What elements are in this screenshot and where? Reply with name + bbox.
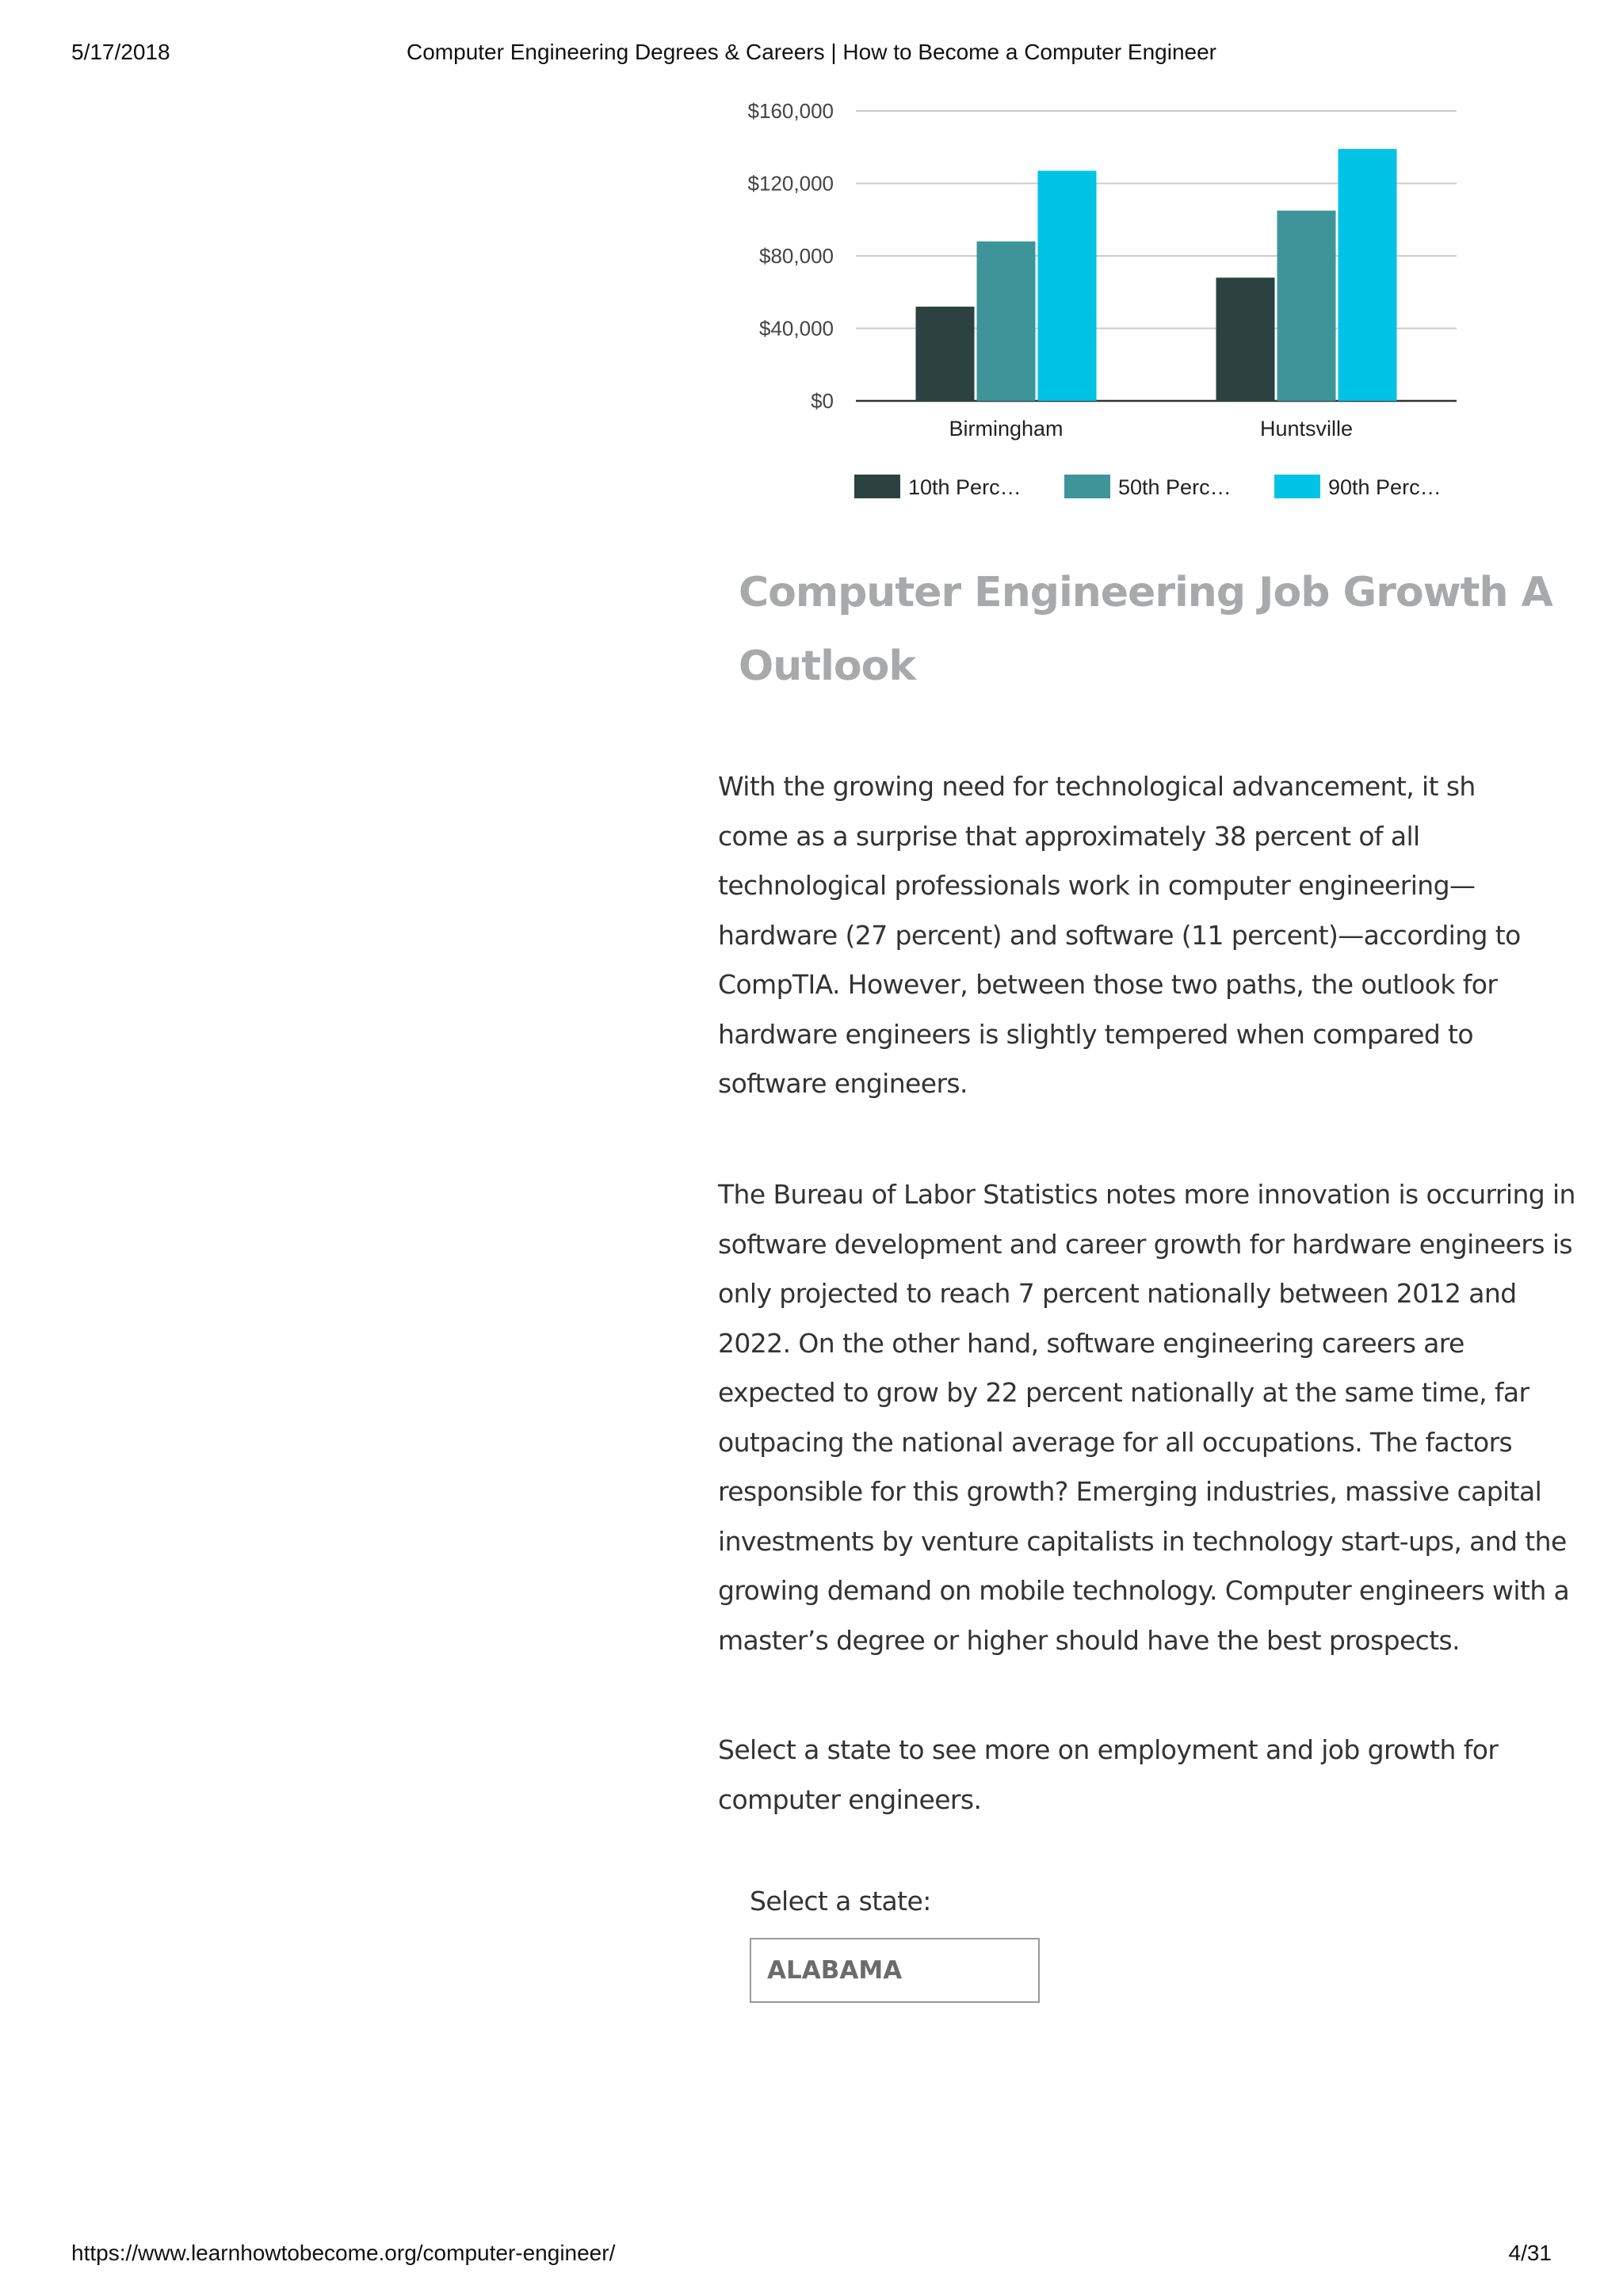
y-tick-label: $80,000 xyxy=(759,244,834,268)
chart-bars xyxy=(916,149,1397,401)
state-select-label: Select a state: xyxy=(750,1886,931,1917)
y-tick-label: $120,000 xyxy=(747,171,834,196)
x-tick-label: Huntsville xyxy=(1259,417,1354,441)
paragraph-line: Select a state to see more on employment and job growth for xyxy=(718,1734,1499,1765)
paragraph-line: CompTIA. However, between those two paths, the outlook for xyxy=(718,969,1498,1000)
bar xyxy=(1038,170,1097,401)
paragraph-line: responsible for this growth? Emerging industries, massive capital xyxy=(718,1476,1542,1507)
state-select[interactable] xyxy=(750,1938,1040,2003)
legend-swatch xyxy=(854,475,900,498)
x-tick-label: Birmingham xyxy=(949,417,1064,441)
paragraph-line: investments by venture capitalists in technology start-ups, and the xyxy=(718,1525,1567,1557)
bar xyxy=(1338,149,1397,401)
section-heading xyxy=(739,556,1552,704)
chart-x-ticks xyxy=(949,417,1353,441)
bar xyxy=(977,242,1036,401)
paragraph-line: The Bureau of Labor Statistics notes more innovation is occurring in xyxy=(718,1179,1575,1210)
paragraph-line: outpacing the national average for all occupations. The factors xyxy=(718,1426,1513,1458)
bar xyxy=(1216,277,1275,401)
bar xyxy=(1277,211,1336,401)
state-select-value: ALABAMA xyxy=(767,1956,903,1985)
paragraph-line: only projected to reach 7 percent nationally between 2012 and xyxy=(718,1278,1517,1309)
paragraph-line: 2022. On the other hand, software engineering careers are xyxy=(718,1327,1465,1359)
legend-label: 10th Perc… xyxy=(908,475,1022,499)
paragraph-line: expected to grow by 22 percent nationally at the same time, far xyxy=(718,1377,1529,1408)
legend-label: 90th Perc… xyxy=(1328,475,1442,499)
legend-swatch xyxy=(1064,475,1110,498)
section-heading-line: Computer Engineering Job Growth A xyxy=(739,569,1552,616)
salary-percentile-chart xyxy=(697,87,1490,531)
paragraph-line: software development and career growth for hardware engineers is xyxy=(718,1228,1572,1260)
print-page-number: 4/31 xyxy=(1508,2241,1552,2265)
paragraph-line: hardware (27 percent) and software (11 percent)—according to xyxy=(718,919,1521,951)
paragraph-line: computer engineers. xyxy=(718,1783,982,1815)
print-page-title: Computer Engineering Degrees & Careers | How to Become a Computer Engineer xyxy=(407,40,1216,64)
paragraph-line: software engineers. xyxy=(718,1068,968,1099)
paragraph-line: master’s degree or higher should have the best prospects. xyxy=(718,1624,1461,1656)
chart-legend xyxy=(854,475,1442,499)
legend-swatch xyxy=(1274,475,1320,498)
paragraph-line: hardware engineers is slightly tempered when compared to xyxy=(718,1018,1473,1050)
paragraph-line: With the growing need for technological advancement, it sh xyxy=(718,771,1476,802)
print-date: 5/17/2018 xyxy=(71,40,170,64)
y-tick-label: $0 xyxy=(811,389,834,413)
section-heading-line: Outlook xyxy=(739,643,915,690)
bar xyxy=(916,307,975,401)
paragraph-line: growing demand on mobile technology. Computer engineers with a xyxy=(718,1575,1570,1606)
y-tick-label: $160,000 xyxy=(747,99,834,123)
print-url: https://www.learnhowtobecome.org/computer-engineer/ xyxy=(71,2241,616,2265)
y-tick-label: $40,000 xyxy=(759,316,834,341)
legend-label: 50th Perc… xyxy=(1118,475,1232,499)
paragraph-outlook xyxy=(718,762,1558,1109)
paragraph-line: technological professionals work in computer engineering— xyxy=(718,870,1476,901)
paragraph-select-state xyxy=(718,1726,1558,1825)
chart-y-ticks xyxy=(748,99,834,413)
paragraph-line: come as a surprise that approximately 38 percent of all xyxy=(718,820,1420,852)
paragraph-bls xyxy=(718,1170,1575,1665)
